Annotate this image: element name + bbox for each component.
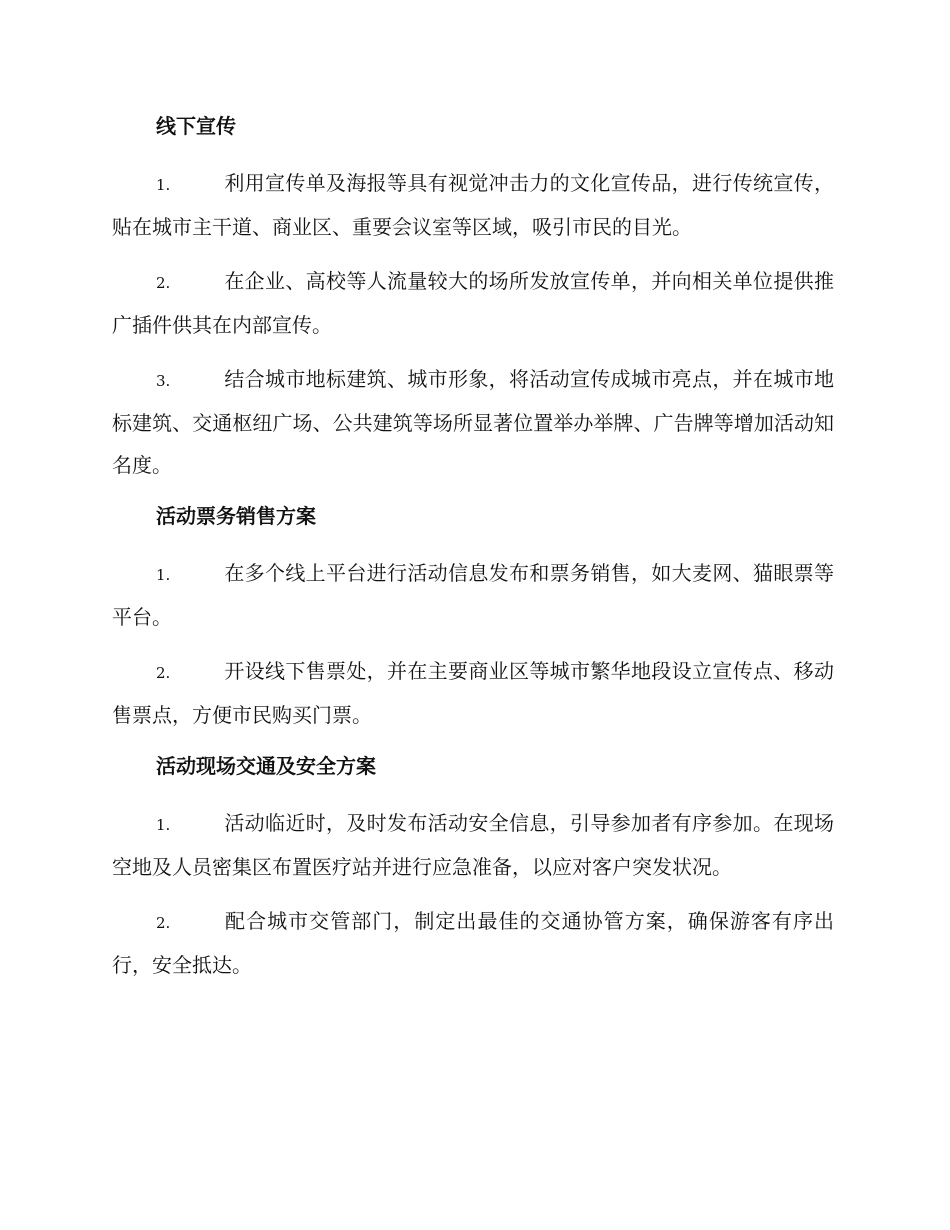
list-item: [112, 260, 834, 346]
list-item: [112, 552, 834, 638]
section-heading-ticket-sales: 活动票务销售方案: [156, 504, 316, 528]
list-item-text: 在企业、高校等人流量较大的场所发放宣传单，并向相关单位提供推广插件供其在内部宣传。: [112, 269, 834, 337]
list-item-number: 1.: [156, 566, 171, 584]
list-item-number: 1.: [156, 176, 171, 194]
list-item-text: 在多个线上平台进行活动信息发布和票务销售，如大麦网、猫眼票等平台。: [112, 561, 834, 629]
list-item: [112, 358, 834, 486]
list-item-number: 1.: [156, 816, 171, 834]
list-item-number: 2.: [156, 274, 171, 292]
list-item-number: 3.: [156, 372, 171, 390]
list-item: [112, 900, 834, 986]
list-item-text: 开设线下售票处，并在主要商业区等城市繁华地段设立宣传点、移动售票点，方便市民购买门票。: [112, 659, 834, 727]
list-item: [112, 802, 834, 888]
document-body: [112, 108, 834, 998]
list-item-number: 2.: [156, 664, 171, 682]
section-heading-traffic-safety: 活动现场交通及安全方案: [156, 754, 376, 778]
list-item-number: 2.: [156, 914, 171, 932]
list-item: [112, 162, 834, 248]
list-item: [112, 650, 834, 736]
list-item-text: 配合城市交管部门，制定出最佳的交通协管方案，确保游客有序出行，安全抵达。: [112, 909, 834, 977]
list-item-text: 利用宣传单及海报等具有视觉冲击力的文化宣传品，进行传统宣传，贴在城市主干道、商业区、重要会议室等区域，吸引市民的目光。: [112, 171, 834, 239]
list-item-text: 结合城市地标建筑、城市形象，将活动宣传成城市亮点，并在城市地标建筑、交通枢纽广场、公共建筑等场所显著位置举办举牌、广告牌等增加活动知名度。: [112, 367, 834, 477]
list-item-text: 活动临近时，及时发布活动安全信息，引导参加者有序参加。在现场空地及人员密集区布置医疗站并进行应急准备，以应对客户突发状况。: [112, 811, 834, 879]
section-heading-offline-promotion: 线下宣传: [156, 114, 236, 138]
